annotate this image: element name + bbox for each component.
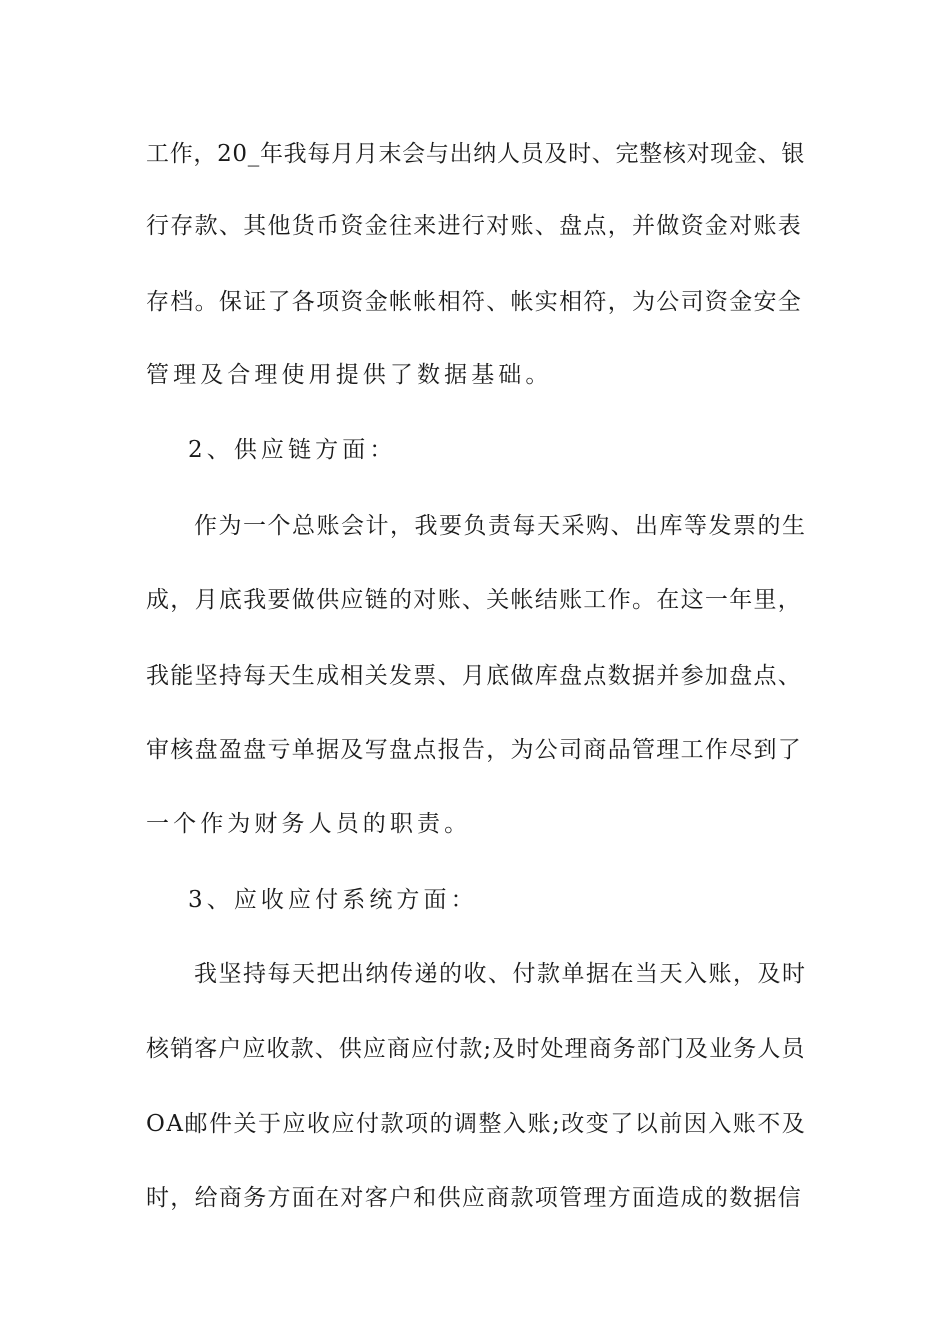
- paragraph-line: 存档。保证了各项资金帐帐相符、帐实相符，为公司资金安全: [146, 289, 803, 315]
- paragraph-line: 一个作为财务人员的职责。: [146, 811, 472, 837]
- paragraph-line: 审核盘盈盘亏单据及写盘点报告，为公司商品管理工作尽到了: [146, 737, 803, 763]
- paragraph-line: 成，月底我要做供应链的对账、关帐结账工作。在这一年里，: [146, 587, 803, 613]
- paragraph-line: 作为一个总账会计，我要负责每天采购、出库等发票的生: [194, 513, 807, 539]
- section-heading: 3、应收应付系统方面：: [188, 887, 478, 913]
- paragraph-line: 管理及合理使用提供了数据基础。: [146, 362, 553, 388]
- paragraph-line: 核销客户应收款、供应商应付款;及时处理商务部门及业务人员: [146, 1036, 806, 1062]
- paragraph-line: 行存款、其他货币资金往来进行对账、盘点，并做资金对账表: [146, 213, 803, 239]
- paragraph-line: 我能坚持每天生成相关发票、月底做库盘点数据并参加盘点、: [146, 663, 803, 689]
- section-heading: 2、供应链方面：: [188, 437, 397, 463]
- paragraph-line: 我坚持每天把出纳传递的收、付款单据在当天入账，及时: [194, 961, 807, 987]
- paragraph-line: OA邮件关于应收应付款项的调整入账;改变了以前因入账不及: [146, 1111, 807, 1137]
- paragraph-line: 时，给商务方面在对客户和供应商款项管理方面造成的数据信: [146, 1185, 803, 1211]
- paragraph-line: 工作，20_年我每月月末会与出纳人员及时、完整核对现金、银: [146, 141, 806, 167]
